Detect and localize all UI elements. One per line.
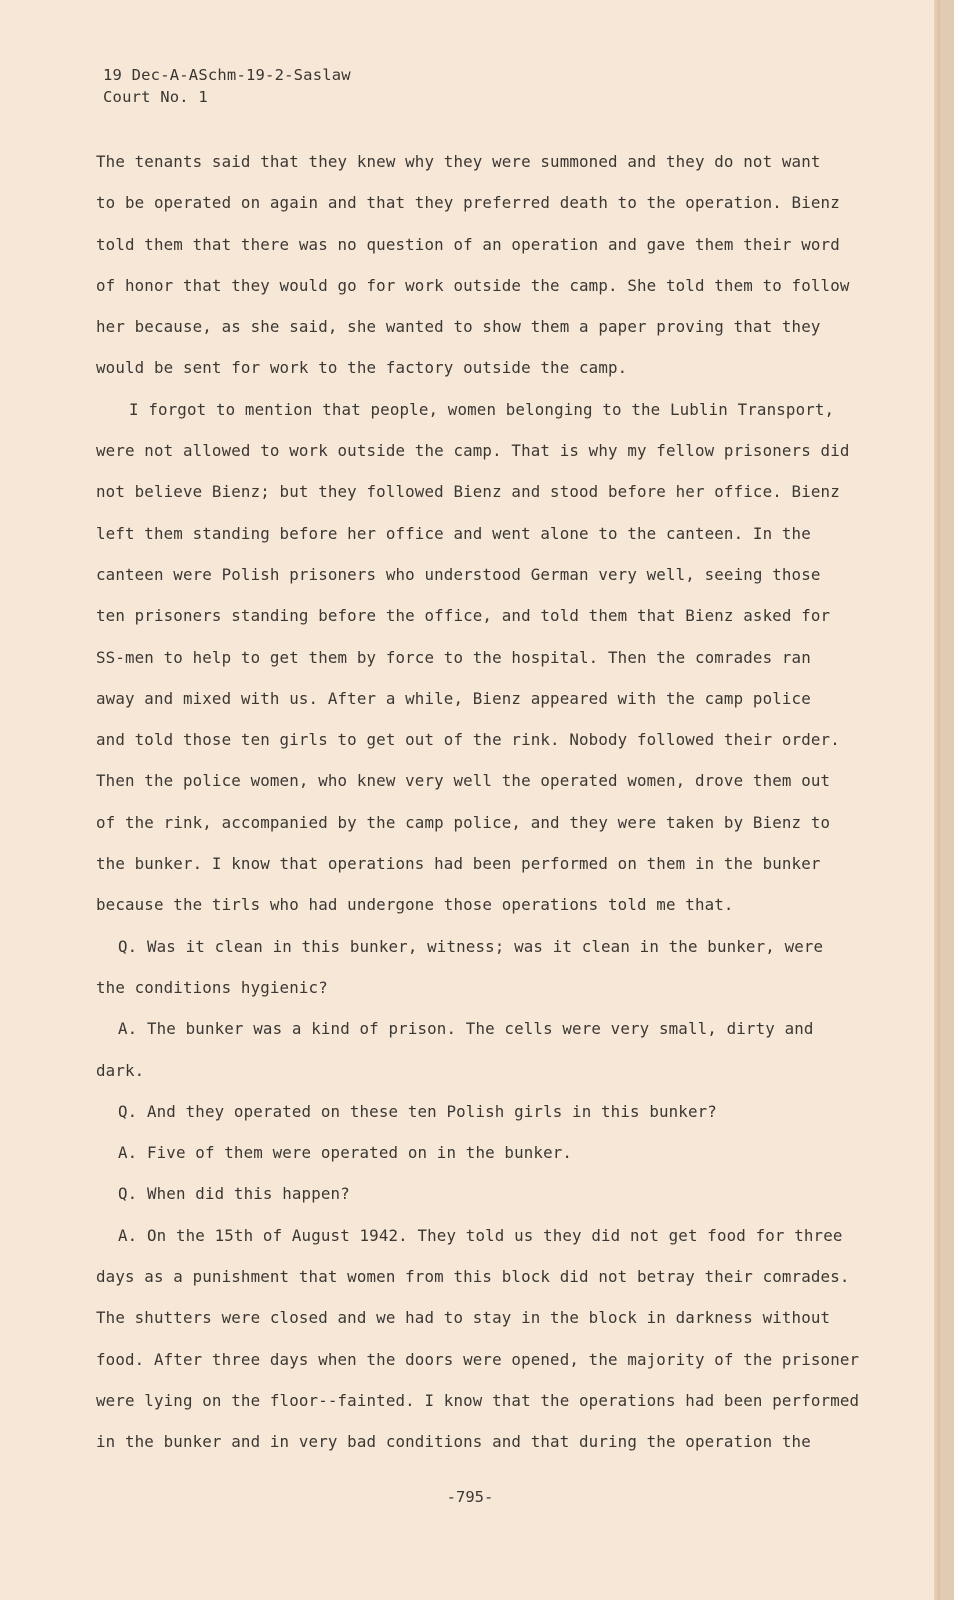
text-line: not believe Bienz; but they followed Bienz and stood before her office. Bienz bbox=[96, 482, 840, 502]
text-line: would be sent for work to the factory outside the camp. bbox=[96, 358, 628, 378]
text-line: of honor that they would go for work outside the camp. She told them to follow bbox=[96, 275, 850, 295]
document-header bbox=[103, 64, 351, 108]
text-line: because the tirls who had undergone those operations told me that. bbox=[96, 895, 734, 915]
text-line: dark. bbox=[96, 1060, 145, 1080]
text-line: left them standing before her office and went alone to the canteen. In the bbox=[96, 523, 811, 543]
text-line: told them that there was no question of an operation and gave them their word bbox=[96, 234, 840, 254]
text-line: the bunker. I know that operations had been performed on them in the bunker bbox=[96, 854, 821, 874]
text-line: to be operated on again and that they preferred death to the operation. Bienz bbox=[96, 193, 840, 213]
header-reference: 19 Dec-A-ASchm-19-2-Saslaw bbox=[103, 66, 351, 84]
text-line: ten prisoners standing before the office, and told them that Bienz asked for bbox=[96, 606, 831, 626]
text-line: Q. And they operated on these ten Polish girls in this bunker? bbox=[118, 1101, 717, 1121]
text-line: I forgot to mention that people, women belonging to the Lublin Transport, bbox=[129, 399, 835, 419]
text-line: Q. Was it clean in this bunker, witness; was it clean in the bunker, were bbox=[118, 936, 824, 956]
page-number: -795- bbox=[446, 1488, 494, 1506]
page-edge bbox=[934, 0, 940, 1600]
text-line: A. The bunker was a kind of prison. The cells were very small, dirty and bbox=[118, 1019, 814, 1039]
text-line: A. On the 15th of August 1942. They told us they did not get food for three bbox=[118, 1225, 843, 1245]
text-line: Then the police women, who knew very well the operated women, drove them out bbox=[96, 771, 831, 791]
text-line: were not allowed to work outside the camp. That is why my fellow prisoners did bbox=[96, 441, 850, 461]
text-line: and told those ten girls to get out of the rink. Nobody followed their order. bbox=[96, 730, 840, 750]
text-line: of the rink, accompanied by the camp police, and they were taken by Bienz to bbox=[96, 812, 831, 832]
text-line: canteen were Polish prisoners who understood German very well, seeing those bbox=[96, 564, 821, 584]
text-line: The tenants said that they knew why they were summoned and they do not want bbox=[96, 152, 821, 171]
text-line: in the bunker and in very bad conditions and that during the operation the bbox=[96, 1432, 811, 1452]
text-line: the conditions hygienic? bbox=[96, 977, 328, 997]
text-line: food. After three days when the doors were opened, the majority of the prisoner bbox=[96, 1349, 860, 1369]
transcript-body bbox=[96, 141, 896, 1463]
text-line: days as a punishment that women from this block did not betray their comrades. bbox=[96, 1267, 850, 1287]
text-line: her because, as she said, she wanted to show them a paper proving that they bbox=[96, 317, 821, 337]
text-line: away and mixed with us. After a while, Bienz appeared with the camp police bbox=[96, 688, 811, 708]
text-line: The shutters were closed and we had to stay in the block in darkness without bbox=[96, 1308, 831, 1328]
text-line: A. Five of them were operated on in the bunker. bbox=[118, 1143, 573, 1163]
text-line: Q. When did this happen? bbox=[118, 1184, 350, 1204]
text-line: were lying on the floor--fainted. I know that the operations had been performed bbox=[96, 1390, 860, 1410]
header-court: Court No. 1 bbox=[103, 88, 208, 106]
text-line: SS-men to help to get them by force to the hospital. Then the comrades ran bbox=[96, 647, 811, 667]
